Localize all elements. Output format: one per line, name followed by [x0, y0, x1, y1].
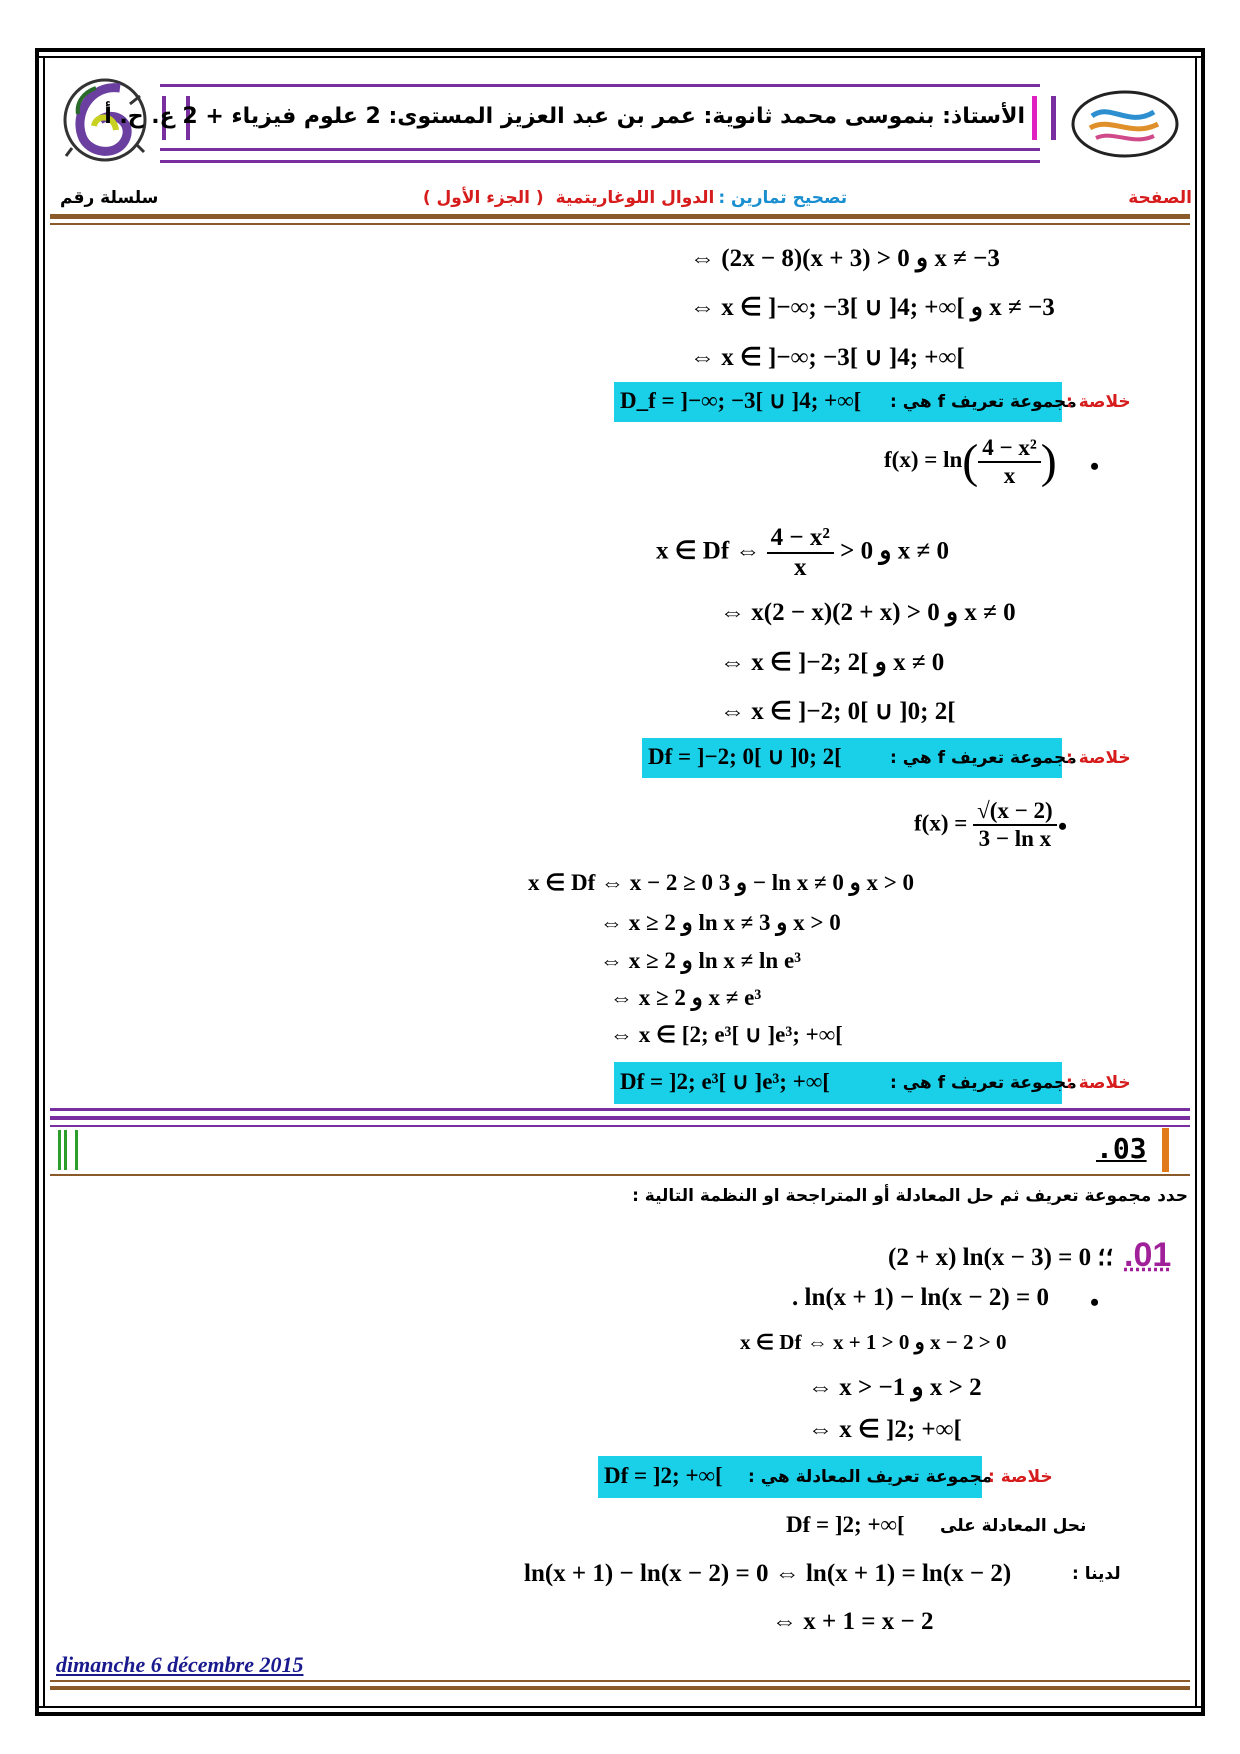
- footer-date: dimanche 6 décembre 2015: [56, 1652, 304, 1677]
- ex03-bullet: •: [1090, 1288, 1100, 1317]
- s1-line1: ⇔ (2x − 8)(x + 3) > 0 و x ≠ −3: [690, 245, 1000, 272]
- s2-line3: ⇔ x ∈ ]−2; 2[ و x ≠ 0: [720, 649, 945, 676]
- ex03-conclusion-text: مجموعة تعريف المعادلة هي :: [748, 1467, 993, 1487]
- ex03-d1: x ∈ Df ⇔ x + 1 > 0 و x − 2 > 0: [740, 1330, 1007, 1354]
- s2-frac-num: 4 − x²: [978, 435, 1041, 463]
- frame-top-thin: [35, 56, 1205, 58]
- frame-bottom-thick: [35, 1712, 1205, 1716]
- s2-line1-left: x ∈ Df ⇔: [656, 537, 761, 565]
- s3-line1: x ∈ Df ⇔ x − 2 ≥ 0 و 3 − ln x ≠ 0 و x > 0: [528, 870, 915, 895]
- s2-frac: [978, 435, 1041, 489]
- frame-top-thick: [35, 48, 1205, 52]
- frame-right: [1201, 48, 1205, 1716]
- s2-conclusion-text: مجموعة تعريف f هي :: [890, 748, 1077, 768]
- s2-line2: ⇔ x(2 − x)(2 + x) > 0 و x ≠ 0: [720, 599, 1016, 626]
- s3-bullet: •: [1058, 812, 1068, 841]
- s3-frac-den: 3 − ln x: [978, 826, 1052, 851]
- s2-paren-open: (: [962, 435, 979, 488]
- ex03-divider-2: [50, 1116, 1190, 1120]
- s3-frac: [973, 798, 1057, 852]
- s3-function: [914, 798, 1057, 852]
- s2-line1-num: 4 − x²: [767, 524, 834, 554]
- header-series-label: سلسلة رقم: [60, 188, 159, 208]
- subtitle-topic: الدوال اللوغاريتمية: [555, 188, 715, 208]
- ex03-divider-1: [50, 1108, 1190, 1111]
- header-divider-2: [50, 223, 1190, 225]
- s2-frac-den: x: [1003, 462, 1016, 488]
- header-band-top-line: [160, 84, 1040, 87]
- header-divider: [50, 214, 1190, 219]
- s1-conclusion-math: D_f = ]−∞; −3[ ∪ ]4; +∞[: [620, 388, 862, 413]
- ex03-item-eq: (2 + x) ln(x − 3) = 0 ؛؛: [888, 1244, 1114, 1271]
- header-band-bottom-line: [160, 148, 1040, 151]
- ex03-bottom-line: [50, 1174, 1190, 1176]
- header-page-label: الصفحة: [1128, 188, 1192, 208]
- ex03-number: .03: [1096, 1132, 1147, 1165]
- ex03-divider-3: [50, 1125, 1190, 1127]
- header-right-bars: [1032, 96, 1056, 140]
- ex03-item-num: .01: [1124, 1236, 1172, 1274]
- ex03-solve-text: نحل المعادلة على: [940, 1516, 1087, 1536]
- footer-line: [50, 1680, 1190, 1682]
- ex03-d3: ⇔ x ∈ ]2; +∞[: [808, 1416, 962, 1443]
- ex03-solve-math: Df = ]2; +∞[: [786, 1512, 905, 1537]
- s3-line5: ⇔ x ∈ [2; e³[ ∪ ]e³; +∞[: [610, 1022, 843, 1047]
- s2-line1-right: > 0 و x ≠ 0: [840, 537, 949, 565]
- s1-conclusion-label: خلاصة :: [1066, 392, 1131, 412]
- ex03-have-math: ln(x + 1) − ln(x − 2) = 0 ⇔ ln(x + 1) = ln(x − 2): [524, 1560, 1012, 1587]
- s2-line4: ⇔ x ∈ ]−2; 0[ ∪ ]0; 2[: [720, 698, 956, 725]
- s2-line1: [656, 524, 949, 582]
- ex03-left-bars: [58, 1130, 78, 1170]
- subtitle-correction: تصحيح تمارين :: [718, 188, 848, 208]
- header-band-bottom-line2: [160, 160, 1040, 163]
- ex03-have-label: لدينا :: [1072, 1564, 1121, 1584]
- s1-line2: ⇔ x ∈ ]−∞; −3[ ∪ ]4; +∞[ و x ≠ −3: [690, 294, 1055, 321]
- s3-fx: f(x) =: [914, 810, 968, 836]
- s3-line2: ⇔ x ≥ 2 و ln x ≠ 3 و x > 0: [600, 910, 841, 935]
- subtitle-part: ( الجزء الأول ): [422, 188, 544, 208]
- ex03-right-bar: [1162, 1128, 1169, 1172]
- footer-line-2: [50, 1686, 1190, 1690]
- s2-fx: f(x) = ln: [884, 446, 963, 472]
- s2-line1-frac: [767, 524, 834, 582]
- s2-paren-close: ): [1040, 435, 1057, 488]
- frame-left: [35, 48, 39, 1716]
- ex03-b1: . ln(x + 1) − ln(x − 2) = 0: [792, 1284, 1049, 1311]
- s1-line3: ⇔ x ∈ ]−∞; −3[ ∪ ]4; +∞[: [690, 344, 965, 371]
- ex03-instruction: حدد مجموعة تعريف ثم حل المعادلة أو المتراجحة او النظمة التالية :: [632, 1186, 1188, 1206]
- frame-right-inner: [1195, 56, 1197, 1708]
- s3-conclusion-math: Df = ]2; e³[ ∪ ]e³; +∞[: [620, 1069, 830, 1094]
- header-subtitle: [400, 188, 870, 208]
- header-teacher-line: الأستاذ: بنموسى محمد ثانوية: عمر بن عبد العزيز المستوى: 2 علوم فيزياء + 2 ع. ح. أ: [104, 104, 1025, 129]
- s3-line3: ⇔ x ≥ 2 و ln x ≠ ln e³: [600, 948, 802, 973]
- ex03-conclusion-label: خلاصة :: [988, 1467, 1053, 1487]
- s3-conclusion-label: خلاصة :: [1066, 1073, 1131, 1093]
- ex03-last: ⇔ x + 1 = x − 2: [772, 1608, 934, 1635]
- frame-left-inner: [43, 56, 45, 1708]
- s2-line1-den: x: [794, 554, 807, 581]
- ex03-left-bar-mid: [64, 1130, 67, 1170]
- ex03-d2: ⇔ x > −1 و x > 2: [808, 1374, 982, 1401]
- right-logo-icon: [1070, 88, 1180, 160]
- s3-line4: ⇔ x ≥ 2 و x ≠ e³: [610, 985, 762, 1010]
- s2-bullet: •: [1090, 452, 1100, 481]
- s3-frac-num: √(x − 2): [973, 798, 1057, 826]
- s1-conclusion-text: مجموعة تعريف f هي :: [890, 392, 1077, 412]
- s2-conclusion-label: خلاصة :: [1066, 748, 1131, 768]
- frame-bottom-thin: [35, 1706, 1205, 1708]
- ex03-conclusion-math: Df = ]2; +∞[: [604, 1463, 723, 1488]
- s2-function: [884, 434, 1057, 489]
- s2-conclusion-math: Df = ]−2; 0[ ∪ ]0; 2[: [648, 744, 842, 769]
- s3-conclusion-text: مجموعة تعريف f هي :: [890, 1073, 1077, 1093]
